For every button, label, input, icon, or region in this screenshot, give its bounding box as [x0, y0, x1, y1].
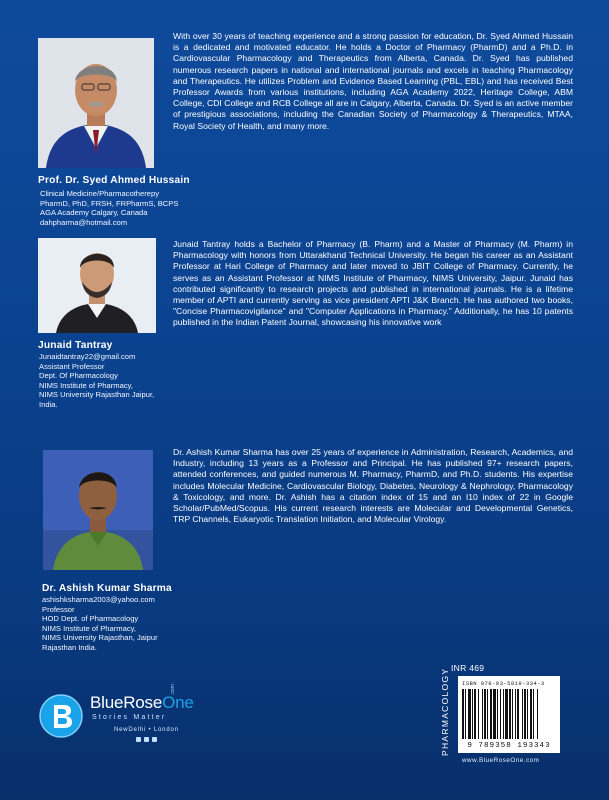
author-detail-line: Dept. Of Pharmacology — [39, 371, 118, 381]
barcode-icon — [460, 689, 558, 741]
publisher-tagline: Stories Matter — [92, 714, 167, 721]
instagram-icon[interactable] — [152, 737, 157, 742]
author-details-hussain — [40, 189, 178, 227]
author-photo-sharma — [43, 450, 153, 570]
author-name-sharma: Dr. Ashish Kumar Sharma — [42, 583, 172, 594]
author-detail-line: NIMS Institute of Pharmacy, — [39, 380, 133, 390]
isbn-barcode — [458, 676, 560, 753]
author-photo-tantray — [38, 238, 156, 333]
author-detail-line: HOD Dept. of Pharmacology — [42, 614, 139, 624]
publisher-website[interactable]: www.BlueRoseOne.com — [462, 757, 540, 764]
author-bio-hussain: With over 30 years of teaching experience and a strong passion for education, Dr. Syed Ahmed Hussain is a dedicated and motivated educator. He holds a Doctor of Pharmacy (PharmD) and a Ph.D. in Cardiovascular Pharmacology and Therapeutics from Alberta, Canada. Dr. Syed has published numerous research papers in national and international journals and excels in teaching Pharmacology and Therapeutics. He utilizes Problem and Evidence Based Learning (PBL, EBL) and has received Best Professor Awards from various institutions, including AGA Academy 2022, Heritage College, ABM College, CDI College and RCB College all are in Calgary, Alberta, Canada. Dr. Syed is an active member of prestigious associations, including the Canadian Society of Pharmacology & Therapeutics, MTAA, Royal Society of Health, and many more. — [173, 31, 573, 131]
author-details-tantray — [39, 352, 154, 410]
publisher-name-part1: BlueRose — [90, 693, 163, 712]
facebook-icon[interactable] — [136, 737, 141, 742]
author-detail-line: NIMS University Rajasthan Jaipur, — [39, 390, 155, 400]
bluerose-emblem-icon — [38, 693, 84, 739]
author-detail-line: India. — [39, 399, 58, 409]
author-email[interactable]: dahpharma@hotmail.com — [40, 217, 128, 227]
author-detail-line: NIMS University Rajasthan, Jaipur — [42, 633, 158, 643]
social-icons — [136, 737, 157, 742]
publisher-name-part2: One — [162, 693, 194, 712]
author-photo-hussain — [38, 38, 154, 168]
price-label: INR 469 — [451, 663, 485, 673]
author-detail-line: AGA Academy Calgary, Canada — [40, 208, 148, 218]
author-email[interactable]: Junaidtantray22@gmail.com — [39, 352, 136, 361]
author-detail-line: NIMS Institute of Pharmacy, — [42, 623, 136, 633]
author-bio-sharma: Dr. Ashish Kumar Sharma has over 25 years of experience in Administration, Research, Academics, and Industry, including 13 years as a Professor and Principal. He has published 97+ research papers, attended conferences, and guided numerous M. Pharmacy, PharmD, and Ph.D. students. His expertise includes Molecular Medicine, Cardiovascular Biology, Diabetes, Neurology & Nephrology, Pharmacology & Toxicology, and more. Dr. Ashish has a citation index of 15 and an I10 index of 22 in Google Scholar/PubMed/Scopus. His current research interests are Molecular and Developmental Genetics, TRP Channels, Eukaryotic Translation Initiation, and Molecular Virology. — [173, 447, 573, 525]
author-bio-tantray: Junaid Tantray holds a Bachelor of Pharmacy (B. Pharm) and a Master of Pharmacy (M. Pharm) in Pharmacology with honors from Uttarakhand Technical University. He began his career as an Assistant Professor at Hari College of Pharmacy and later moved to JBIT College of Pharmacy. Currently, he serves as an Assistant Professor at NIMS Institute of Pharmacy, NIMS University, Jaipur. Junaid has contributed significantly to research projects and published in international journals. He is a lifetime member of APTI and currently serving as vice president APTI J&K Branch. He has authored two books, "Concise Pharmacovigilance" and "Computer Applications in Pharmacy." Additionally, he has 10 patents published in the Indian Patent Journal, showcasing his innovative work — [173, 239, 573, 328]
publisher-logo[interactable] — [38, 684, 208, 751]
author-detail-line: Professor — [42, 604, 75, 614]
author-detail-line: Assistant Professor — [39, 361, 105, 371]
publisher-domain-suffix: .com — [170, 684, 176, 695]
isbn-text: ISBN 978-93-5819-334-3 — [462, 680, 545, 687]
subject-label: PHARMACOLOGY — [440, 667, 450, 756]
isbn-digits: 9 789358 193343 — [467, 742, 551, 750]
author-name-tantray: Junaid Tantray — [38, 340, 113, 351]
author-email[interactable]: ashishksharma2003@yahoo.com — [42, 595, 155, 604]
author-detail-line: Rajasthan India. — [42, 642, 97, 652]
author-detail-line: PharmD, PhD, FRSH, FRPharmS, BCPS — [40, 198, 179, 208]
author-detail-line: Clinical Medicine/Pharmacotherepy — [40, 189, 160, 198]
author-details-sharma — [42, 595, 158, 653]
twitter-icon[interactable] — [144, 737, 149, 742]
publisher-name — [90, 693, 194, 713]
author-name-hussain: Prof. Dr. Syed Ahmed Hussain — [38, 175, 190, 186]
publisher-cities: NewDelhi • London — [114, 727, 179, 733]
